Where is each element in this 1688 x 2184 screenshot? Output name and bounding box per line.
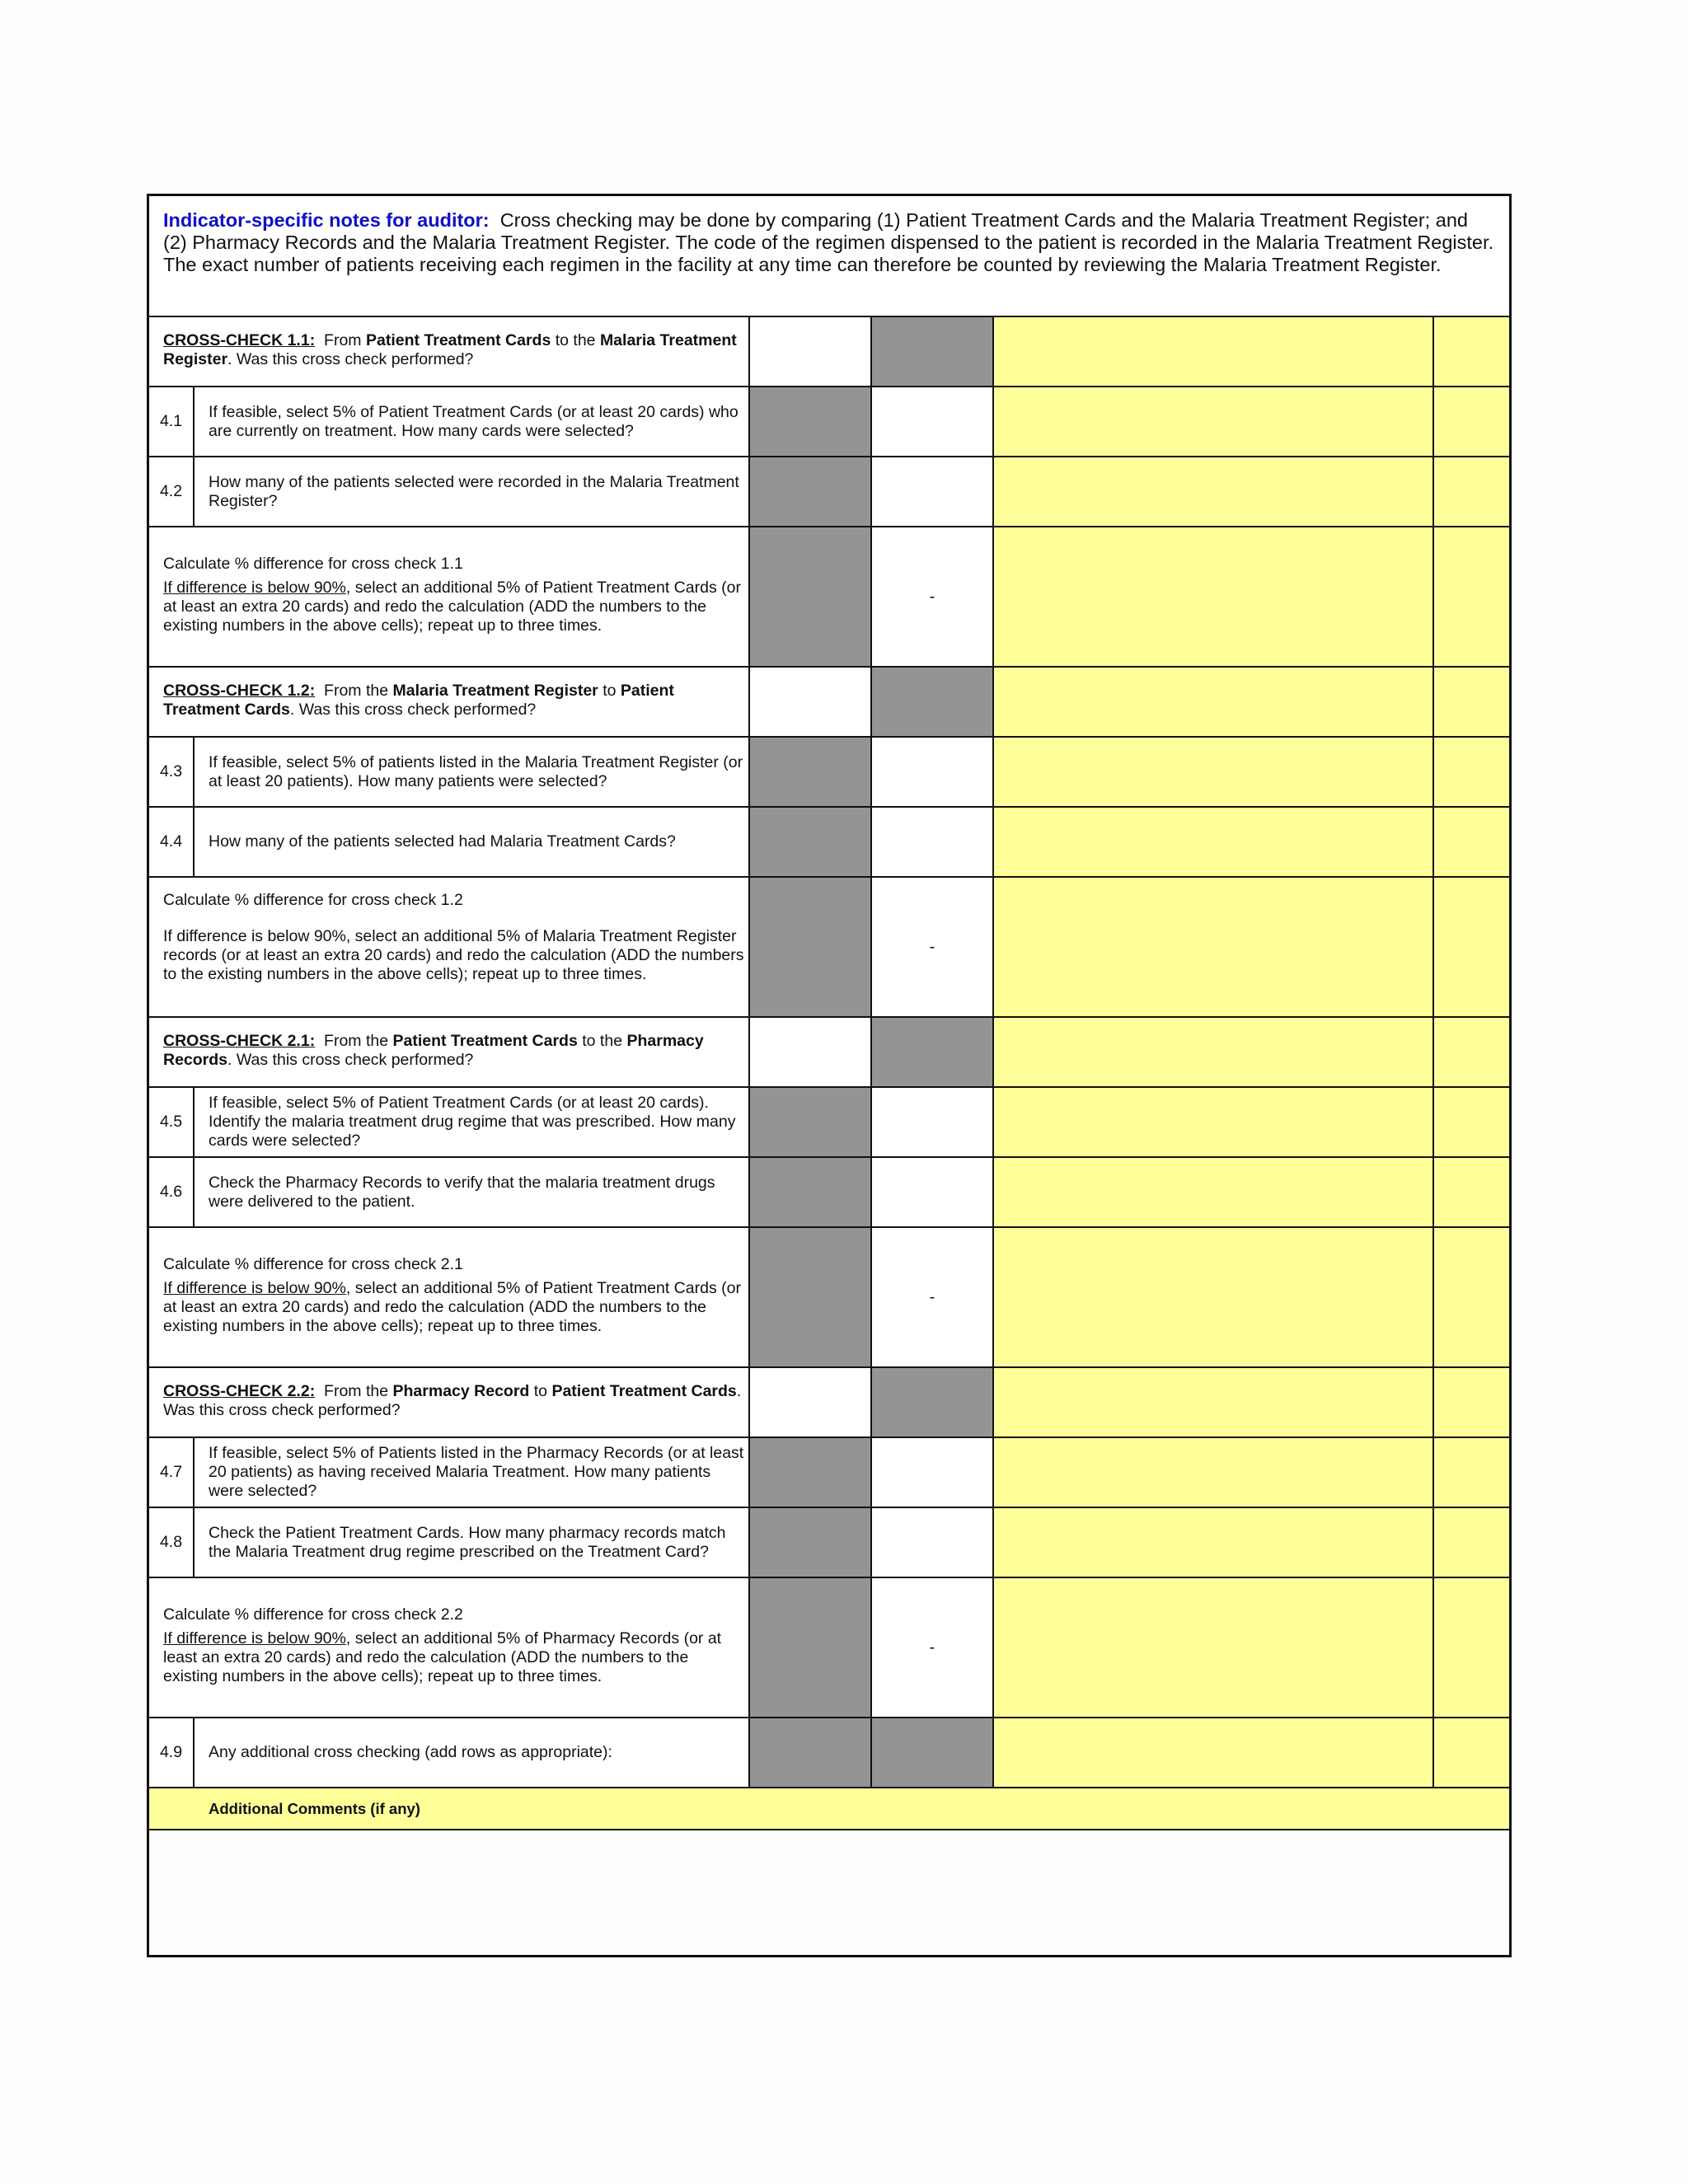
calc-condition: If difference is below 90%	[163, 1629, 346, 1647]
extra-cell[interactable]	[1432, 457, 1509, 526]
disabled-cell	[870, 1018, 992, 1086]
text-from: From the	[324, 682, 389, 700]
extra-cell[interactable]	[1432, 1578, 1509, 1717]
question-4-4	[149, 808, 748, 876]
text-to: to	[603, 682, 617, 700]
calc-title: Calculate % difference for cross check 2.2	[163, 1605, 463, 1624]
question-4-5-row	[149, 1088, 1509, 1158]
question-text: Any additional cross checking (add rows as appropriate):	[209, 1743, 612, 1761]
crosscheck-code: CROSS-CHECK 2.1:	[163, 1032, 316, 1050]
calc-body: , select an additional 5% of Pharmacy Records (or at least an extra 20 cards) and redo the calculation (ADD the numbers to the existing numbers in the above cells); repeat up to three times.	[163, 1629, 722, 1685]
extra-cell[interactable]	[1432, 1718, 1509, 1787]
comment-cell[interactable]	[992, 1438, 1432, 1507]
disabled-cell	[748, 1088, 870, 1156]
answer-cell[interactable]	[870, 1088, 992, 1156]
text-from: From the	[324, 1382, 389, 1400]
comment-cell[interactable]	[992, 1018, 1432, 1086]
calc-condition: If difference is below 90%	[163, 1279, 346, 1297]
crosscheck-1-1-row	[149, 317, 1509, 387]
question-4-5	[149, 1088, 748, 1156]
question-text: . Was this cross check performed?	[227, 350, 474, 368]
target-name: Patient Treatment Cards	[163, 682, 674, 719]
calc-title: Calculate % difference for cross check 2.1	[163, 1255, 463, 1273]
answer-cell[interactable]	[870, 1438, 992, 1507]
extra-cell[interactable]	[1432, 1228, 1509, 1366]
source-name: Pharmacy Record	[392, 1382, 530, 1400]
answer-cell[interactable]	[748, 1368, 870, 1436]
answer-cell[interactable]	[748, 317, 870, 386]
audit-form-table	[147, 194, 1512, 1957]
calc-1-1-row	[149, 527, 1509, 668]
question-4-8-row	[149, 1508, 1509, 1578]
comment-cell[interactable]	[992, 1088, 1432, 1156]
comment-cell[interactable]	[992, 457, 1432, 526]
source-name: Malaria Treatment Register	[392, 682, 598, 700]
comment-cell[interactable]	[992, 1508, 1432, 1577]
answer-cell[interactable]	[870, 1508, 992, 1577]
disabled-cell	[748, 527, 870, 666]
calc-2-1-row	[149, 1228, 1509, 1368]
source-name: Patient Treatment Cards	[392, 1032, 578, 1050]
extra-cell[interactable]	[1432, 1158, 1509, 1226]
text-to: to	[533, 1382, 548, 1400]
question-4-2	[149, 457, 748, 526]
disabled-cell	[748, 1438, 870, 1507]
comment-cell[interactable]	[992, 1578, 1432, 1717]
notes-text: Cross checking may be done by comparing (1) Patient Treatment Cards and the Malaria Treatment Register; and (2) Pharmacy Records and the Malaria Treatment Register. The code of the regimen dispensed to the patient is recorded in the Malaria Treatment Register. The exact number of patients receiving each regimen in the facility at any time can therefore be counted by reviewing the Malaria Treatment Register.	[163, 209, 1494, 275]
disabled-cell	[748, 387, 870, 456]
disabled-cell	[870, 317, 992, 386]
disabled-cell	[870, 668, 992, 736]
question-4-1-row	[149, 387, 1509, 457]
question-number: 4.4	[149, 808, 195, 876]
question-text: How many of the patients selected had Malaria Treatment Cards?	[209, 832, 676, 851]
disabled-cell	[748, 1228, 870, 1366]
question-number: 4.1	[149, 387, 195, 456]
disabled-cell	[748, 1508, 870, 1577]
notes-lead: Indicator-specific notes for auditor:	[163, 209, 490, 231]
calc-instructions	[163, 1279, 745, 1336]
question-4-1	[149, 387, 748, 456]
answer-cell[interactable]	[870, 387, 992, 456]
calc-2-1-text	[149, 1228, 748, 1366]
calc-condition: If difference is below 90%	[163, 579, 346, 597]
source-name: Patient Treatment Cards	[365, 331, 551, 349]
calc-instructions: If difference is below 90%, select an additional 5% of Malaria Treatment Register records (or at least an extra 20 cards) and redo the calculation (ADD the numbers to the existing numbers in the above cells); repeat up to three times.	[163, 927, 744, 983]
disabled-cell	[748, 1718, 870, 1787]
calc-1-2-text	[149, 878, 748, 1016]
question-number: 4.2	[149, 457, 195, 526]
disabled-cell	[748, 878, 870, 1016]
question-number: 4.5	[149, 1088, 195, 1156]
disabled-cell	[870, 1718, 992, 1787]
calc-body: , select an additional 5% of Patient Treatment Cards (or at least an extra 20 cards) and redo the calculation (ADD the numbers to the existing numbers in the above cells); repeat up to three times.	[163, 1279, 741, 1335]
extra-cell[interactable]	[1432, 878, 1509, 1016]
calc-result: -	[870, 1228, 992, 1366]
crosscheck-2-1-row	[149, 1018, 1509, 1088]
crosscheck-code: CROSS-CHECK 1.2:	[163, 682, 316, 700]
disabled-cell	[748, 1158, 870, 1226]
extra-cell[interactable]	[1432, 317, 1509, 386]
comment-cell[interactable]	[992, 527, 1432, 666]
comment-cell[interactable]	[992, 1158, 1432, 1226]
text-to: to the	[555, 331, 596, 349]
answer-cell[interactable]	[870, 808, 992, 876]
question-text: If feasible, select 5% of patients listed in the Malaria Treatment Register (or at least 20 patients). How many patients were selected?	[209, 752, 743, 790]
extra-cell[interactable]	[1432, 1088, 1509, 1156]
question-4-7-row	[149, 1438, 1509, 1508]
crosscheck-1-2-label	[149, 668, 748, 736]
question-text: If feasible, select 5% of Patient Treatment Cards (or at least 20 cards). Identify the malaria treatment drug regime that was prescribed. How many cards were selected?	[209, 1094, 736, 1150]
question-number: 4.7	[149, 1438, 195, 1507]
disabled-cell	[748, 738, 870, 806]
calc-title: Calculate % difference for cross check 1.2	[163, 891, 463, 909]
disabled-cell	[748, 1578, 870, 1717]
question-text: Check the Pharmacy Records to verify that the malaria treatment drugs were delivered to the patient.	[209, 1173, 715, 1211]
calc-2-2-row	[149, 1578, 1509, 1718]
crosscheck-code: CROSS-CHECK 2.2:	[163, 1382, 316, 1400]
crosscheck-2-1-label	[149, 1018, 748, 1086]
crosscheck-code: CROSS-CHECK 1.1:	[163, 331, 316, 349]
answer-cell[interactable]	[870, 1158, 992, 1226]
text-from: From the	[324, 1032, 389, 1050]
crosscheck-1-2-row	[149, 668, 1509, 738]
comment-cell[interactable]	[992, 1368, 1432, 1436]
question-4-7	[149, 1438, 748, 1507]
calc-instructions	[163, 1629, 745, 1686]
question-4-3	[149, 738, 748, 806]
question-text: Check the Patient Treatment Cards. How many pharmacy records match the Malaria Treatment drug regime prescribed on the Treatment Card?	[209, 1523, 726, 1561]
question-4-6-row	[149, 1158, 1509, 1228]
additional-comments-field[interactable]	[149, 1830, 1509, 1955]
extra-cell[interactable]	[1432, 1508, 1509, 1577]
calc-body: , select an additional 5% of Patient Treatment Cards (or at least an extra 20 cards) and redo the calculation (ADD the numbers to the existing numbers in the above cells); repeat up to three times.	[163, 579, 741, 635]
extra-cell[interactable]	[1432, 738, 1509, 806]
question-4-8	[149, 1508, 748, 1577]
answer-cell[interactable]	[870, 738, 992, 806]
calc-2-2-text	[149, 1578, 748, 1717]
extra-cell[interactable]	[1432, 1018, 1509, 1086]
calc-result: -	[870, 527, 992, 666]
question-number: 4.8	[149, 1508, 195, 1577]
question-4-9-row	[149, 1718, 1509, 1788]
calc-1-2-row	[149, 878, 1509, 1018]
question-4-3-row	[149, 738, 1509, 808]
auditor-notes	[149, 196, 1509, 317]
text-from: From	[324, 331, 362, 349]
calc-title: Calculate % difference for cross check 1.1	[163, 555, 463, 573]
comment-cell[interactable]	[992, 317, 1432, 386]
question-text: How many of the patients selected were recorded in the Malaria Treatment Register?	[209, 472, 739, 510]
calc-1-1-text	[149, 527, 748, 666]
answer-cell[interactable]	[870, 457, 992, 526]
additional-comments-header: Additional Comments (if any)	[149, 1788, 1509, 1830]
extra-cell[interactable]	[1432, 668, 1509, 736]
target-name: Malaria Treatment Register	[163, 331, 737, 368]
answer-cell[interactable]	[748, 1018, 870, 1086]
comment-cell[interactable]	[992, 1718, 1432, 1787]
question-number: 4.9	[149, 1718, 195, 1787]
disabled-cell	[870, 1368, 992, 1436]
comment-cell[interactable]	[992, 878, 1432, 1016]
disabled-cell	[748, 457, 870, 526]
text-to: to the	[582, 1032, 623, 1050]
question-text: If feasible, select 5% of Patients listed in the Pharmacy Records (or at least 20 patients) as having received Malaria Treatment. How many patients were selected?	[209, 1444, 744, 1500]
calc-result: -	[870, 1578, 992, 1717]
comment-cell[interactable]	[992, 668, 1432, 736]
question-4-6	[149, 1158, 748, 1226]
calc-result: -	[870, 878, 992, 1016]
comment-cell[interactable]	[992, 738, 1432, 806]
question-text: If feasible, select 5% of Patient Treatment Cards (or at least 20 cards) who are currently on treatment. How many cards were selected?	[209, 402, 738, 440]
question-number: 4.3	[149, 738, 195, 806]
question-text: . Was this cross check performed?	[227, 1051, 474, 1069]
comment-cell[interactable]	[992, 808, 1432, 876]
question-4-2-row	[149, 457, 1509, 527]
calc-instructions	[163, 579, 745, 635]
answer-cell[interactable]	[748, 668, 870, 736]
target-name: Pharmacy Records	[163, 1032, 704, 1069]
comment-cell[interactable]	[992, 387, 1432, 456]
question-4-4-row	[149, 808, 1509, 878]
crosscheck-2-2-row	[149, 1368, 1509, 1438]
extra-cell[interactable]	[1432, 1438, 1509, 1507]
question-4-9	[149, 1718, 748, 1787]
extra-cell[interactable]	[1432, 387, 1509, 456]
crosscheck-2-2-label	[149, 1368, 748, 1436]
target-name: Patient Treatment Cards	[551, 1382, 737, 1400]
extra-cell[interactable]	[1432, 527, 1509, 666]
disabled-cell	[748, 808, 870, 876]
extra-cell[interactable]	[1432, 1368, 1509, 1436]
question-text: . Was this cross check performed?	[289, 701, 537, 719]
question-text: . Was this cross check performed?	[163, 1382, 742, 1419]
extra-cell[interactable]	[1432, 808, 1509, 876]
comment-cell[interactable]	[992, 1228, 1432, 1366]
crosscheck-1-1-label	[149, 317, 748, 386]
question-number: 4.6	[149, 1158, 195, 1226]
